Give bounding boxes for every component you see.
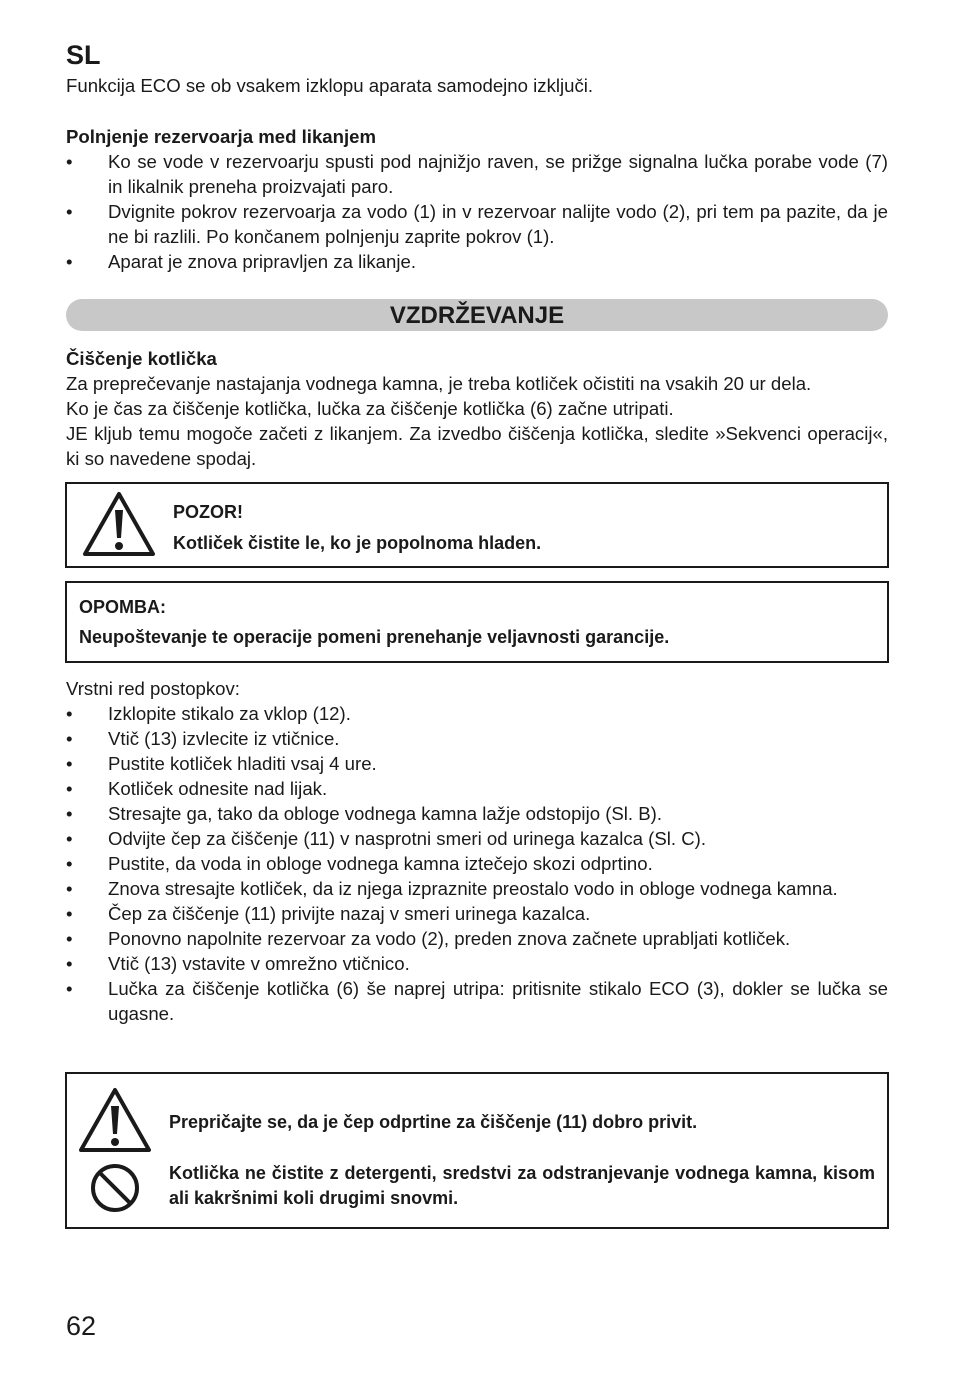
list-item: • Znova stresajte kotliček, da iz njega izpraznite preostalo vodo in obloge vodnega kamna. bbox=[66, 876, 888, 901]
caution-box bbox=[65, 1072, 889, 1229]
procedure-intro: Vrstni red postopkov: bbox=[66, 678, 240, 699]
cleaning-text-3: JE kljub temu mogoče začeti z likanjem. Za izvedbo čiščenja kotlička, sledite »Sekvenci operacij«, ki so navedene spodaj. bbox=[66, 423, 888, 469]
refill-heading: Polnjenje rezervoarja med likanjem bbox=[66, 126, 377, 147]
note-box bbox=[65, 581, 889, 663]
list-item: • Odvijte čep za čiščenje (11) v nasprotni smeri od urinega kazalca (Sl. C). bbox=[66, 826, 888, 851]
note-text: Neupoštevanje te operacije pomeni prenehanje veljavnosti garancije. bbox=[79, 627, 670, 647]
list-item: • Aparat je znova pripravljen za likanje. bbox=[66, 249, 888, 274]
cleaning-heading: Čiščenje kotlička bbox=[66, 348, 217, 369]
cleaning-text-2: Ko je čas za čiščenje kotlička, lučka za čiščenje kotlička (6) začne utripati. bbox=[66, 398, 674, 419]
list-item: • Stresajte ga, tako da obloge vodnega kamna lažje odstopijo (Sl. B). bbox=[66, 801, 888, 826]
list-item: • Dvignite pokrov rezervoarja za vodo (1) in v rezervoar nalijte vodo (2), pri tem pa pazite, da je ne bi razlili. Po končanem polnjenju zaprite pokrov (1). bbox=[66, 199, 888, 249]
list-item: • Čep za čiščenje (11) privijte nazaj v smeri urinega kazalca. bbox=[66, 901, 888, 926]
cleaning-text-1: Za preprečevanje nastajanja vodnega kamna, je treba kotliček očistiti na vsakih 20 ur dela. bbox=[66, 373, 812, 394]
list-item: • Kotliček odnesite nad lijak. bbox=[66, 776, 888, 801]
list-item: • Vtič (13) izvlecite iz vtičnice. bbox=[66, 726, 888, 751]
warning-text: Kotliček čistite le, ko je popolnoma hladen. bbox=[173, 533, 542, 553]
list-item: • Pustite kotliček hladiti vsaj 4 ure. bbox=[66, 751, 888, 776]
list-item: • Ponovno napolnite rezervoar za vodo (2), preden znova začnete uprabljati kotliček. bbox=[66, 926, 888, 951]
warning-triangle-icon bbox=[77, 1086, 153, 1154]
procedure-list bbox=[66, 701, 888, 1026]
list-item: • Pustite, da voda in obloge vodnega kamna iztečejo skozi odprtino. bbox=[66, 851, 888, 876]
note-title: OPOMBA: bbox=[79, 597, 166, 617]
list-item: • Lučka za čiščenje kotlička (6) še naprej utripa: pritisnite stikalo ECO (3), dokler se lučka se ugasne. bbox=[66, 976, 888, 1026]
language-code: SL bbox=[66, 40, 101, 70]
caution-text-2: Kotlička ne čistite z detergenti, sredstvi za odstranjevanje vodnega kamna, kisom ali kakršnimi koli drugimi snovmi. bbox=[169, 1163, 875, 1208]
eco-intro-text: Funkcija ECO se ob vsakem izklopu aparata samodejno izključi. bbox=[66, 75, 594, 96]
list-item: • Izklopite stikalo za vklop (12). bbox=[66, 701, 888, 726]
prohibition-icon bbox=[89, 1162, 141, 1214]
warning-title: POZOR! bbox=[173, 502, 243, 522]
caution-text-1: Prepričajte se, da je čep odprtine za čiščenje (11) dobro privit. bbox=[169, 1112, 698, 1132]
page-number: 62 bbox=[66, 1311, 97, 1341]
list-item: • Ko se vode v rezervoarju spusti pod najnižjo raven, se prižge signalna lučka porabe vode (7) in likalnik preneha proizvajati paro. bbox=[66, 149, 888, 199]
warning-box bbox=[65, 482, 889, 568]
list-item: • Vtič (13) vstavite v omrežno vtičnico. bbox=[66, 951, 888, 976]
warning-triangle-icon bbox=[81, 490, 157, 558]
section-title-banner: VZDRŽEVANJE bbox=[66, 299, 888, 331]
refill-list bbox=[66, 149, 888, 274]
